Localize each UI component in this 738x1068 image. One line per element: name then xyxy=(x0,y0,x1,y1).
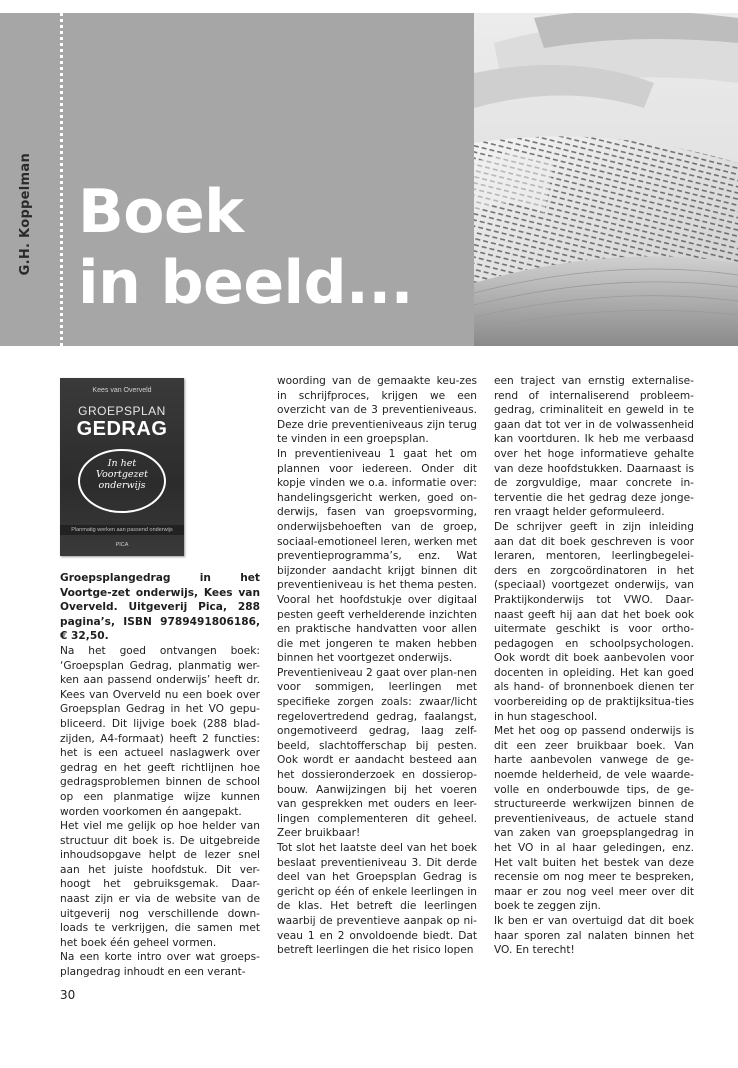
author-name: G.H. Koppelman xyxy=(18,153,33,276)
paragraph: Het viel me gelijk op hoe helder van structuur dit boek is. De uitgebreide inhoudsopgave helpt de lezer snel aan het juiste hoofdstuk. Dit ver-hoogt het gebruiksgemak. Daar-naast zijn er via de website van de uitgeverij nog verschillende down-loads te verkrijgen, die samen met het boek één geheel vormen. xyxy=(60,820,260,949)
page-number: 30 xyxy=(60,988,76,1002)
paragraph: Preventieniveau 2 gaat over plan-nen voor sommigen, leerlingen met specifieke zorgen zoals: zwaar/licht regelovertredend gedrag, faalangst, ongemotiveerd gedrag, laag zelf-beeld, slachtofferschap bij pesten. Ook wordt er aandacht besteed aan het dossieronderzoek en dossierop-bouw. Aanwijzingen bij het voeren van gesprekken met ouders en leer-lingen complementeren dit geheel. Zeer bruikbaar! xyxy=(277,666,477,840)
cover-strip: Planmatig werken aan passend onderwijs xyxy=(60,525,184,535)
cover-publisher: PICA xyxy=(115,542,129,548)
page-title xyxy=(78,177,413,319)
cover-title-line-2: GEDRAG xyxy=(76,418,168,440)
paragraph: een traject van ernstig externalise-rend of internaliserend probleem-gedrag, criminaliteit en geweld in te gaan dat tot ver in de volwassenheid kan voortduren. Ik heb me verbaasd over het hoge informatieve gehalte van deze hoofdstukken. Daarnaast is de zorgvuldige, maar concrete in-terventie die het gedrag deze jonge-ren vraagt helder geformuleerd. xyxy=(494,375,694,519)
paragraph: Met het oog op passend onderwijs is dit een zeer bruikbaar boek. Van harte aanbevolen vanwege de ge-noemde helderheid, de vele waarde-volle en onderbouwde tips, de ge-structureerde werkwijzen binnen de preventieniveaus, de actuele stand van zaken van groepsplangedrag in het VO in al haar geledingen, enz. Het valt buiten het bestek van deze recensie om nog meer te bespreken, maar er zou nog veel meer over dit boek te zeggen zijn. xyxy=(494,725,694,913)
column-3 xyxy=(494,374,694,958)
cover-subtitle: In het Voortgezet onderwijs xyxy=(96,458,148,491)
title-line-1: Boek xyxy=(78,177,244,247)
cover-author: Kees van Overveld xyxy=(92,387,152,394)
paragraph: In preventieniveau 1 gaat het om plannen voor iedereen. Onder dit kopje vinden we o.a. informatie over: handelingsgericht werken, goed on-derwijs, fasen van groepsvorming, onderwijsbehoeften van de groep, sociaal-emotioneel leren, werken met preventieprogramma’s, enz. Wat bijzonder aandacht krijgt binnen dit preventieniveau is het thema pesten. Vooral het hoofdstukje over digitaal pesten geeft verhelderende inzichten en praktische handvatten voor allen die met jongeren te maken hebben binnen het voortgezet onderwijs. xyxy=(277,447,477,665)
paragraph: Na een korte intro over wat groeps-plangedrag inhoudt en een verant- xyxy=(60,951,260,979)
book-caption: Groepsplangedrag in het Voortge-zet onderwijs, Kees van Overveld. Uitgeverij Pica, 288 pagina’s, ISBN 9789491806186, € 32,50. xyxy=(60,572,260,643)
open-book-photo xyxy=(474,13,738,346)
book-cover xyxy=(60,378,184,556)
dotted-divider xyxy=(60,13,63,346)
column-1 xyxy=(60,571,260,980)
paragraph: Na het goed ontvangen boek: ‘Groepsplan Gedrag, planmatig wer-ken aan passend onderwijs’ heeft dr. Kees van Overveld nu een boek over Groepsplan Gedrag in het VO gepu-bliceerd. Dit lijvige boek (288 blad-zijden, A4-formaat) heeft 2 functies: het is een actueel naslagwerk over gedrag en het geeft richtlijnen hoe gedragsproblemen binnen de school op een planmatige wijze kunnen worden voorkomen én aangepakt. xyxy=(60,644,260,818)
paragraph: woording van de gemaakte keu-zes in schrijfproces, krijgen we een overzicht van de 3 preventieniveaus. Deze drie preventieniveaus zijn terug te vinden in een groepsplan. xyxy=(277,375,477,446)
column-2 xyxy=(277,374,477,958)
paragraph: Ik ben er van overtuigd dat dit boek haar sporen zal nalaten binnen het VO. En terecht! xyxy=(494,914,694,957)
paragraph: De schrijver geeft in zijn inleiding aan dat dit boek geschreven is voor leraren, mentoren, leerlingbegelei-ders en zorgcoördinatoren in het (speciaal) voortgezet onderwijs, van Praktijkonderwijs tot VWO. Daar-naast geeft hij aan dat het boek ook uitermate geschikt is voor ortho-pedagogen en schoolpsychologen. Ook wordt dit boek aanbevolen voor docenten in opleiding. Het kan goed als hand- of bronnenboek dienen ter voorbereiding op de praktijksitua-ties in hun stageschool. xyxy=(494,520,694,723)
title-line-2: in beeld... xyxy=(78,248,413,318)
header-banner xyxy=(0,13,738,346)
cover-title-line-1: GROEPSPLAN xyxy=(78,404,166,418)
paragraph: Tot slot het laatste deel van het boek beslaat preventieniveau 3. Dit derde deel van het Groepsplan Gedrag is gericht op één of enkele leerlingen in de klas. Het betreft die leerlingen waarbij de preventieve aanpak op ni-veau 1 en 2 onvoldoende biedt. Dat betreft leerlingen die het risico lopen xyxy=(277,842,477,957)
